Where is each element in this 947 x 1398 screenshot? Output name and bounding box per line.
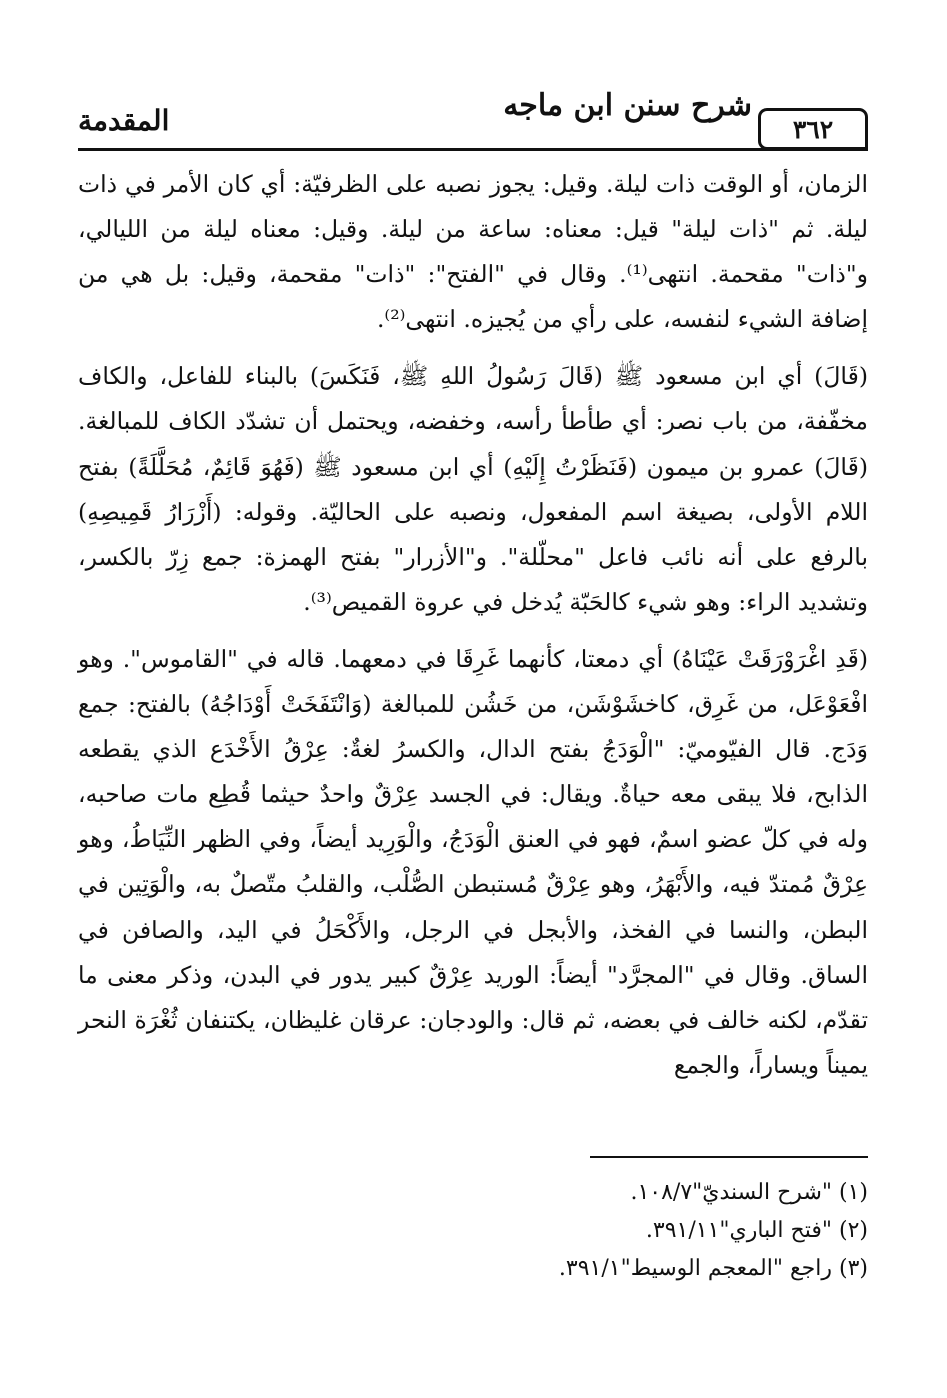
footnote-rule [590,1156,868,1158]
paragraph-2: (قَالَ) أي ابن مسعود ﷺ (قَالَ رَسُولُ اللهِ ﷺ، فَنَكَسَ) بالبناء للفاعل، والكاف مخفّفة، من باب نصر: أي طأطأ رأسه، وخفضه، ويحتمل أن تشدّد الكاف للمبالغة. (قَالَ) عمرو بن ميمون (فَنَظَرْتُ إِلَيْهِ) أي ابن مسعود ﷺ (فَهُوَ قَائِمٌ، مُحَلَّلَةً) بفتح اللام الأولى، بصيغة اسم المفعول، ونصبه على الحاليّة. وقوله: (أَزْرَارُ قَمِيصِهِ) بالرفع على أنه نائب فاعل "محلّلة". و"الأزرار" بفتح الهمزة: جمع زِرّ بالكسر، وتشديد الراء: وهو شيء كالحَبّة يُدخل في عروة القميص⁽³⁾. [78,362,868,616]
book-title: شرح سنن ابن ماجه [503,88,752,123]
footnote-1: (١) "شرح السنديّ"١٠٨/٧. [630,1180,868,1205]
footnote-2: (٢) "فتح الباري"٣٩١/١١. [645,1218,868,1243]
page-number: ٣٦٢ [758,108,868,150]
page-header [78,86,868,150]
paragraph-1: الزمان، أو الوقت ذات ليلة. وقيل: يجوز نصبه على الظرفيّة: أي كان الأمر في ذات ليلة. ثم "ذات ليلة" قيل: معناه: ساعة من ليلة. وقيل: معناه ليلة من الليالي، و"ذات" مقحمة. انتهى⁽¹⁾. وقال في "الفتح": "ذات" مقحمة، وقيل: بل هي من إضافة الشيء لنفسه، على رأي من يُجيزه. انتهى⁽²⁾. [78,170,868,334]
footnote-3: (٣) راجع "المعجم الوسيط"٣٩١/١. [558,1256,868,1281]
footnotes [78,1174,868,1288]
header-rule [78,148,868,151]
section-title: المقدمة [78,104,170,137]
paragraph-3: (قَدِ اغْرَوْرَقَتْ عَيْنَاهُ) أي دمعتا، كأنهما غَرِقَا في دمعهما. قاله في "القاموس". وهو افْعَوْعَل، من غَرِق، كاخشَوْشَن، من خَشُن للمبالغة (وَانْتَفَخَتْ أَوْدَاجُهُ) بالفتح: جمع وَدَج. قال الفيّوميّ: "الْوَدَجُ بفتح الدال، والكسرُ لغةٌ: عِرْقُ الأَخْدَع الذي يقطعه الذابح، فلا يبقى معه حياةٌ. ويقال: في الجسد عِرْقٌ واحدٌ حيثما قُطِع مات صاحبه، وله في كلّ عضو اسمٌ، فهو في العنق الْوَدَجُ، والْوَرِيد أيضاً، وفي الظهر النِّيَاطُ، وهو عِرْقٌ مُمتدّ فيه، والأَبْهَرُ، وهو عِرْقٌ مُستبطن الصُّلْب، والقلبُ متّصلٌ به، والْوَتِين في البطن، والنسا في الفخذ، والأبجل في الرجل، والأَكْحَلُ في اليد، والصافن في الساق. وقال في "المجرَّد" أيضاً: الوريد عِرْقٌ كبير يدور في البدن، وذكر معنى ما تقدّم، لكنه خالف في بعضه، ثم قال: والودجان: عرقان غليظان، يكتنفان ثُغْرَة النحر يميناً ويساراً، والجمع [78,644,868,1079]
main-text [78,162,868,1100]
